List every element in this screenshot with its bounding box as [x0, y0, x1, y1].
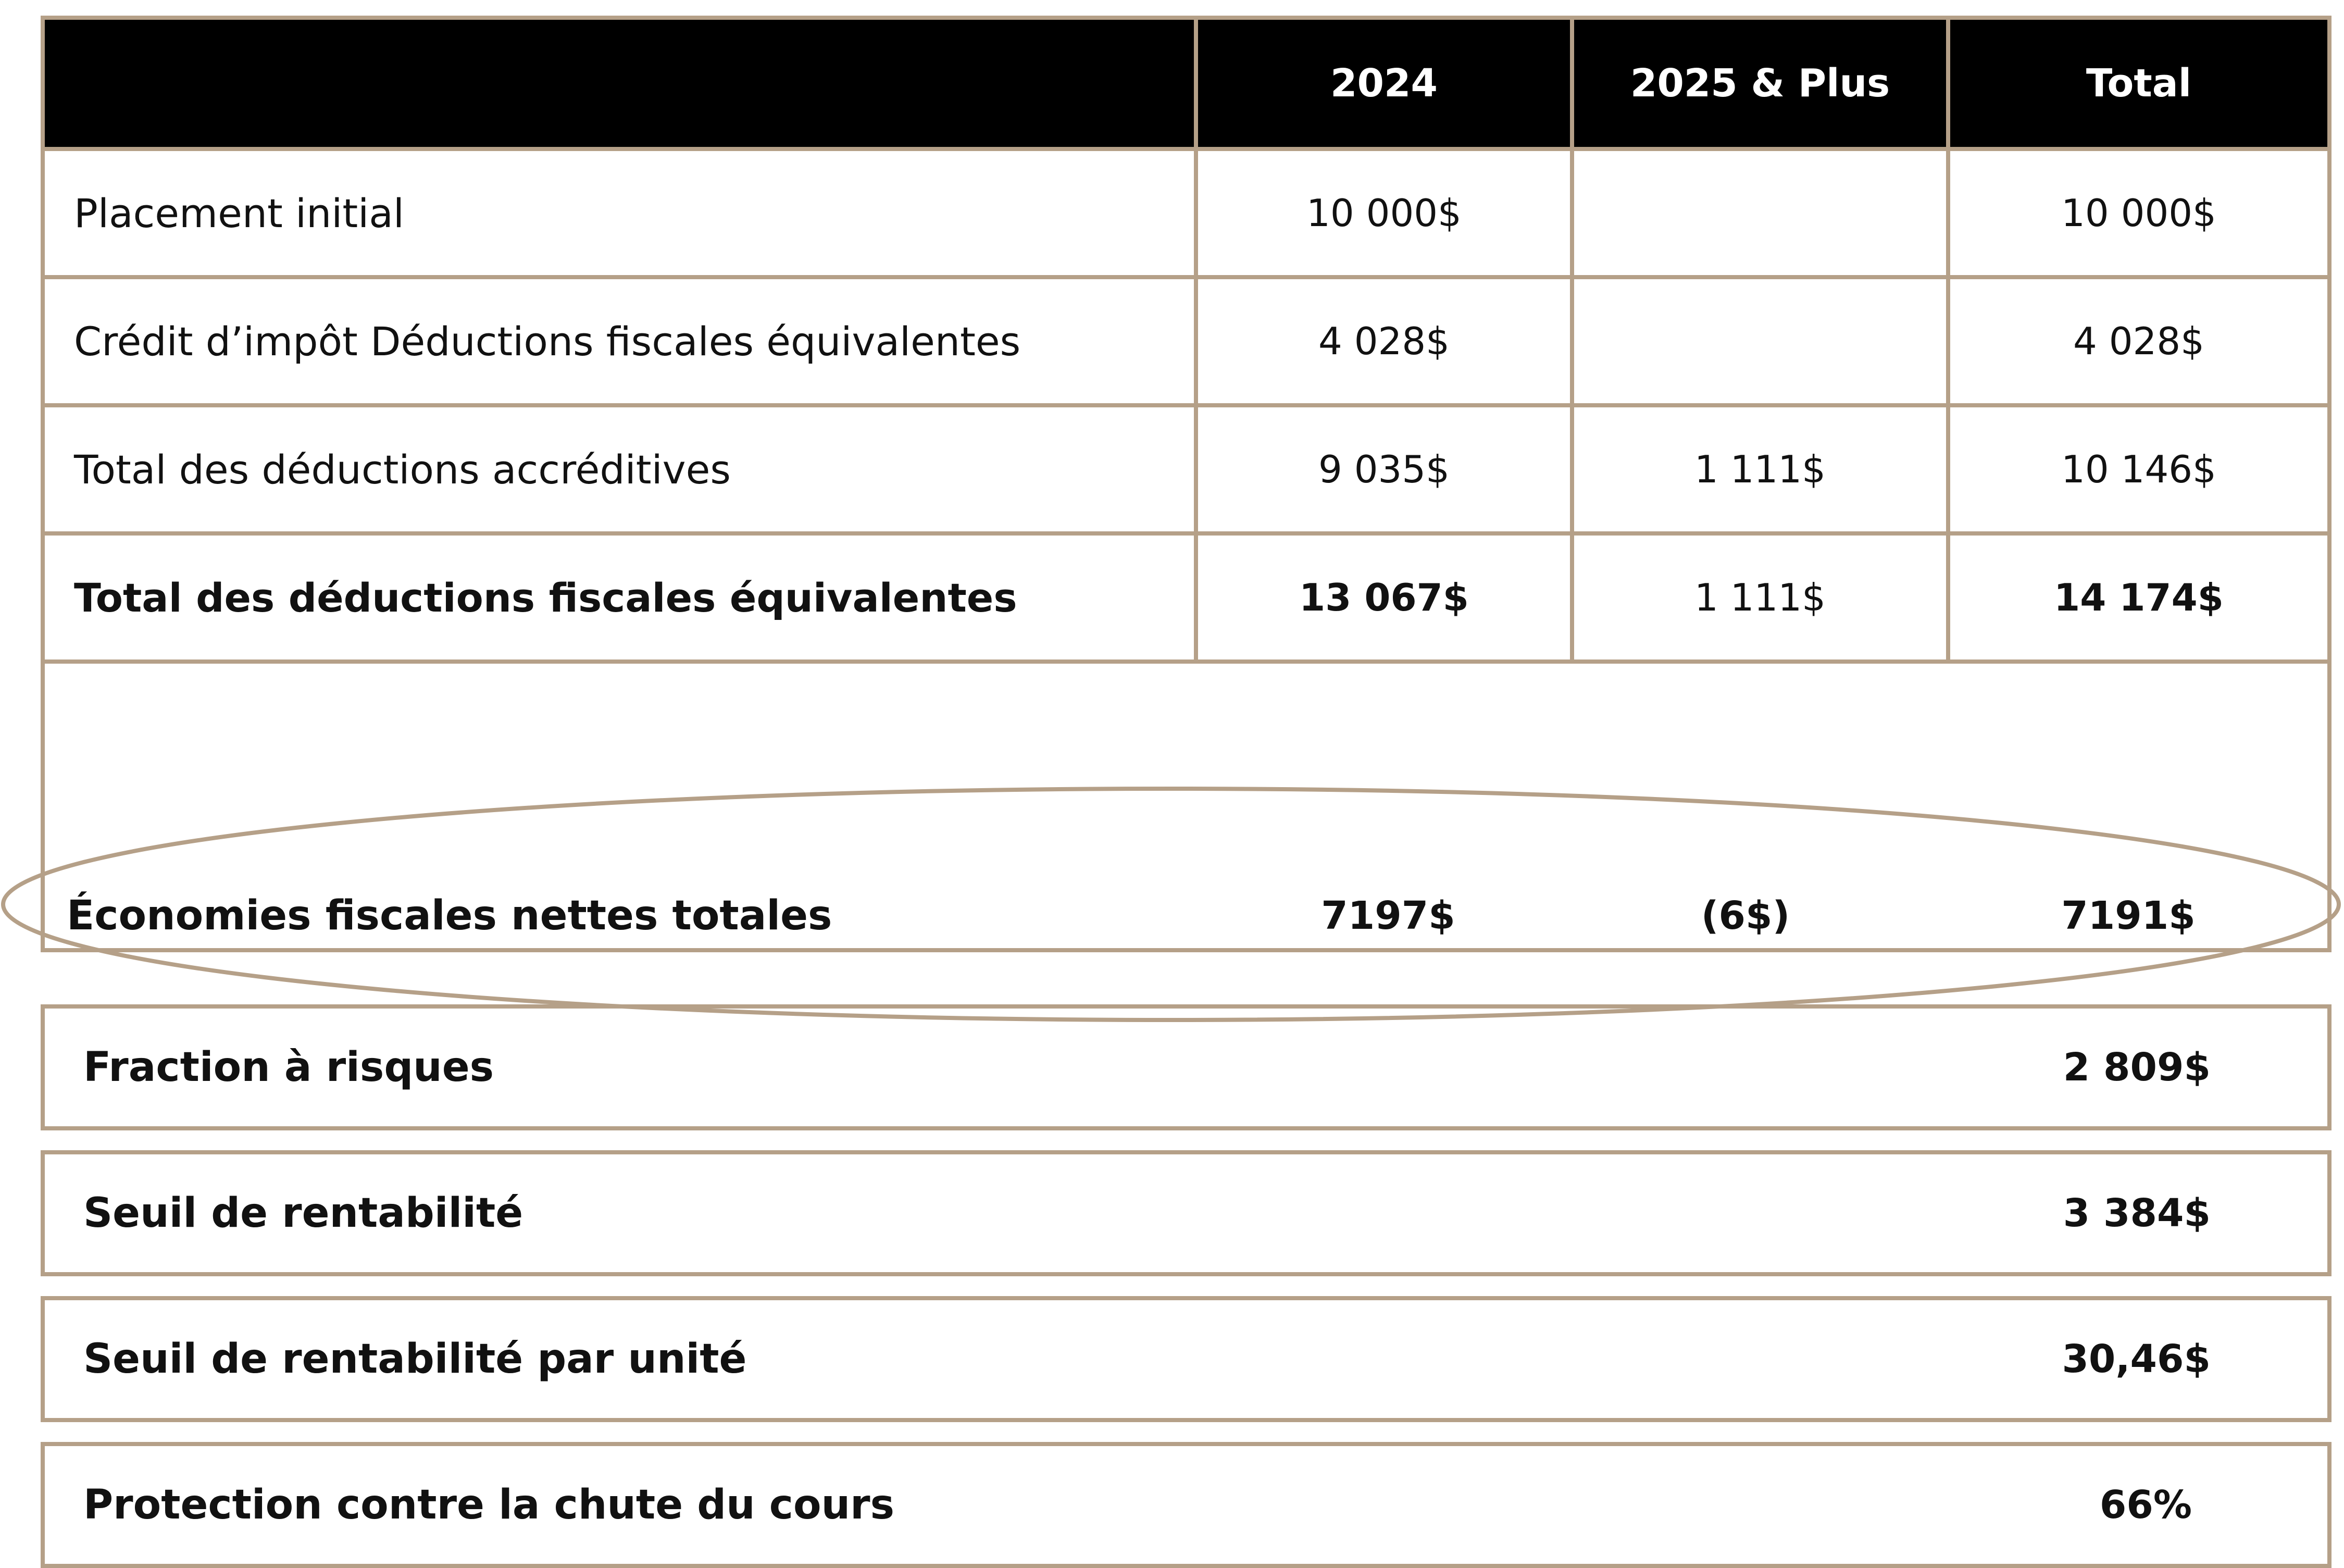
summary-protection-chute-cours	[41, 1442, 2331, 1568]
row-label-credit-impot: Crédit d’impôt Déductions fiscales équivalentes	[74, 318, 1021, 365]
column-header-2024: 2024	[1330, 61, 1438, 106]
column-header-total: Total	[2086, 61, 2192, 106]
net-savings-total: 7191$	[2061, 893, 2196, 938]
summary-value: 3 384$	[2063, 1191, 2211, 1236]
summary-fraction-a-risques	[41, 1004, 2331, 1130]
summary-label: Seuil de rentabilité	[83, 1190, 523, 1237]
summary-seuil-rentabilite	[41, 1150, 2331, 1276]
cell-placement-total: 10 000$	[2061, 191, 2216, 235]
summary-seuil-rentabilite-par-unite	[41, 1296, 2331, 1422]
cell-accreditives-total: 10 146$	[2061, 447, 2216, 491]
summary-label: Fraction à risques	[83, 1044, 494, 1091]
cell-credit-2024: 4 028$	[1318, 319, 1450, 363]
summary-value: 66%	[2099, 1483, 2192, 1527]
net-savings-label: Économies fiscales nettes totales	[67, 892, 832, 939]
cell-placement-2024: 10 000$	[1306, 191, 1462, 235]
tax-summary-table	[41, 16, 2331, 952]
cell-accreditives-2025: 1 111$	[1694, 447, 1826, 491]
cell-credit-total: 4 028$	[2073, 319, 2204, 363]
cell-equivalentes-2024: 13 067$	[1299, 576, 1469, 619]
summary-value: 2 809$	[2063, 1045, 2211, 1090]
summary-label: Protection contre la chute du cours	[83, 1482, 895, 1528]
cell-credit-2025	[1574, 279, 1946, 403]
cell-placement-2025	[1574, 151, 1946, 275]
summary-value: 30,46$	[2062, 1337, 2211, 1382]
cell-equivalentes-2025: 1 111$	[1694, 576, 1826, 619]
row-label-deductions-fiscales-equivalentes: Total des déductions fiscales équivalentes	[74, 574, 1017, 621]
row-label-deductions-accreditives: Total des déductions accréditives	[74, 446, 731, 493]
net-savings-2025: (6$)	[1701, 893, 1790, 938]
row-label-placement-initial: Placement initial	[74, 190, 404, 237]
summary-label: Seuil de rentabilité par unité	[83, 1336, 747, 1383]
cell-equivalentes-total: 14 174$	[2054, 576, 2224, 619]
cell-accreditives-2024: 9 035$	[1318, 447, 1450, 491]
column-header-2025-plus: 2025 & Plus	[1630, 61, 1890, 106]
net-savings-2024: 7197$	[1321, 893, 1455, 938]
